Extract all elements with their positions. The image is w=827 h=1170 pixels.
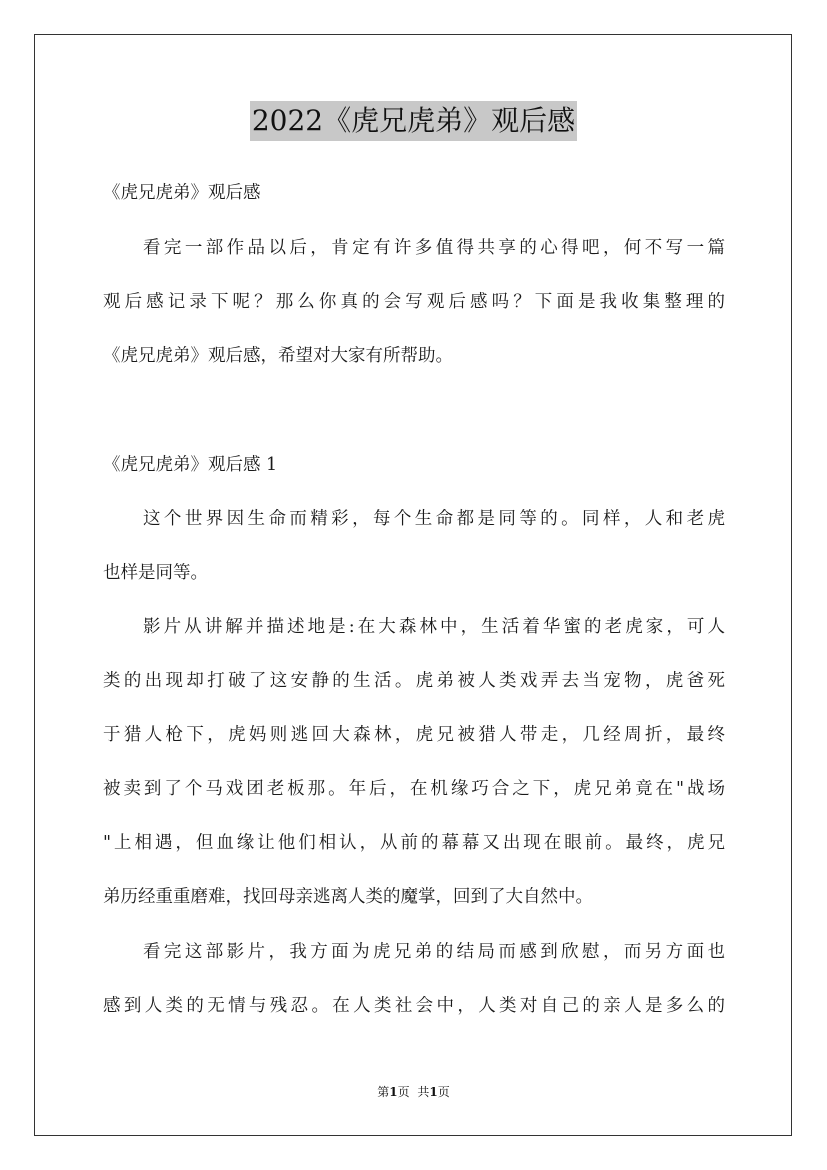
document-title: 2022《虎兄虎弟》观后感	[250, 101, 577, 141]
paragraph-line: 弟历经重重磨难，找回母亲逃离人类的魔掌，回到了大自然中。	[103, 887, 593, 907]
footer-page-number: 1	[389, 1085, 398, 1099]
paragraph-line: 感到人类的无情与残忍。在人类社会中，人类对自己的亲人是多么的	[103, 996, 725, 1016]
footer-total-number: 1	[429, 1085, 438, 1099]
paragraph-line: 影片从讲解并描述地是:在大森林中，生活着华蜜的老虎家，可人	[143, 617, 725, 637]
footer-page-suffix: 页	[397, 1085, 410, 1099]
paragraph-line: 这个世界因生命而精彩，每个生命都是同等的。同样，人和老虎	[143, 509, 725, 529]
paragraph-line: 看完这部影片，我方面为虎兄弟的结局而感到欣慰，而另方面也	[143, 942, 725, 962]
title-container	[0, 101, 827, 141]
section-heading-intro: 《虎兄虎弟》观后感	[103, 183, 261, 203]
paragraph-line: 于猎人枪下，虎妈则逃回大森林，虎兄被猎人带走，几经周折，最终	[103, 725, 725, 745]
footer-total-suffix: 页	[437, 1085, 450, 1099]
paragraph-line: 看完一部作品以后，肯定有许多值得共享的心得吧，何不写一篇	[143, 238, 725, 258]
paragraph-line: 《虎兄虎弟》观后感，希望对大家有所帮助。	[103, 346, 453, 366]
section-heading-1: 《虎兄虎弟》观后感 1	[103, 455, 278, 475]
paragraph-line: 也样是同等。	[103, 563, 208, 583]
footer-total-prefix: 共	[417, 1085, 430, 1099]
page-footer	[0, 1083, 827, 1101]
paragraph-line: "上相遇，但血缘让他们相认，从前的幕幕又出现在眼前。最终，虎兄	[103, 833, 725, 853]
paragraph-line: 类的出现却打破了这安静的生活。虎弟被人类戏弄去当宠物，虎爸死	[103, 671, 725, 691]
paragraph-line: 被卖到了个马戏团老板那。年后，在机缘巧合之下，虎兄弟竟在"战场	[103, 779, 725, 799]
paragraph-line: 观后感记录下呢？那么你真的会写观后感吗？下面是我收集整理的	[103, 292, 725, 312]
footer-page-prefix: 第	[377, 1085, 390, 1099]
